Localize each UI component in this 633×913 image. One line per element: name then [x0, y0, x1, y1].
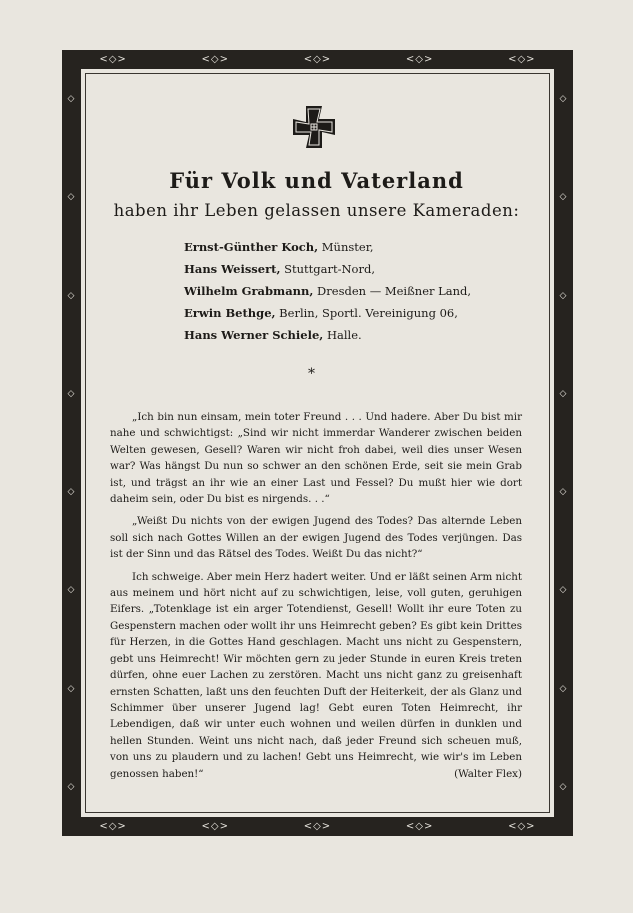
border-ornament: ◇: [559, 585, 568, 596]
border-ornament: ◇: [559, 487, 568, 498]
border-ornament: ◇: [67, 290, 76, 301]
border-ornament: <◇>: [201, 820, 229, 832]
border-left: [62, 50, 81, 836]
border-ornament: ◇: [67, 781, 76, 792]
paragraph-text: Ich schweige. Aber mein Herz hadert weiter. Und er läßt seinen Arm nicht aus meinem und hört nicht auf zu schwichtigen, leise, voll guten, geruhigen Eifers. „Totenklage ist ein arger Totendienst, Gesell! Wollt ihr eure Toten zu Gespenstern machen oder wollt ihr uns Heimrecht geben? Es gibt kein Drittes für Herzen, in die Gottes Hand geschlagen. Macht uns nicht zu Gespenstern, gebt uns Heimrecht! Wir möchten gern zu jeder Stunde in euren Kreis treten dürfen, ohne euer Lachen zu zerstören. Macht uns nicht ganz zu greisenhaft ernsten Schatten, laßt uns den feuchten Duft der Heiterkeit, der als Glanz und Schimmer über unserer Jugend lag! Gebt euren Toten Heimrecht, ihr Lebendigen, daß wir unter euch wohnen und weilen dürfen in dunklen und hellen Stunden. Weint uns nicht nach, daß jeder Freund sich scheuen muß, von uns zu plaudern und zu lachen! Gebt uns Heimrecht, wie wir's im Leben genossen haben!“: [110, 570, 522, 780]
border-ornament: <◇>: [508, 53, 536, 65]
person-name: Hans Werner Schiele,: [184, 328, 324, 342]
paragraph: [110, 569, 522, 782]
iron-cross-icon: [293, 106, 335, 148]
border-ornament: ◇: [67, 683, 76, 694]
border-ornament: <◇>: [303, 53, 332, 65]
border-ornament: ◇: [559, 388, 568, 399]
border-ornament: ◇: [559, 192, 568, 203]
border-ornament: <◇>: [405, 53, 434, 65]
person-place: Berlin, Sportl. Vereinigung 06,: [275, 306, 458, 320]
person-name: Ernst-Günther Koch,: [184, 240, 319, 254]
person-name: Wilhelm Grabmann,: [184, 284, 314, 298]
border-ornament: ◇: [67, 388, 76, 399]
border-ornament: ◇: [67, 94, 76, 105]
name-entry: [184, 280, 504, 302]
border-ornament: <◇>: [303, 820, 332, 832]
star-separator: *: [308, 366, 315, 382]
person-place: Halle.: [323, 328, 362, 342]
page-title: Für Volk und Vaterland: [169, 168, 464, 193]
border-ornament: <◇>: [405, 820, 434, 832]
person-name: Hans Weissert,: [184, 262, 281, 276]
page-subtitle: haben ihr Leben gelassen unsere Kameraden:: [113, 201, 520, 220]
border-top: [62, 50, 573, 69]
name-entry: [184, 324, 504, 346]
signature: (Walter Flex): [454, 767, 522, 780]
person-place: Dresden — Meißner Land,: [313, 284, 472, 298]
border-ornament: ◇: [67, 487, 76, 498]
person-place: Stuttgart-Nord,: [280, 262, 375, 276]
name-entry: [184, 302, 504, 324]
border-ornament: <◇>: [99, 53, 127, 65]
paragraph: „Weißt Du nichts von der ewigen Jugend des Todes? Das alternde Leben soll sich nach Gottes Willen an der ewigen Jugend des Todes verjüngen. Das ist der Sinn und das Rätsel des Todes. Weißt Du das nicht?“: [110, 515, 522, 561]
border-ornament: <◇>: [99, 820, 127, 832]
poem-body: [110, 409, 522, 782]
border-ornament: ◇: [559, 683, 568, 694]
border-ornament: ◇: [559, 781, 568, 792]
border-ornament: <◇>: [201, 53, 229, 65]
name-entry: [184, 258, 504, 280]
border-ornament: ◇: [67, 192, 76, 203]
paragraph: „Ich bin nun einsam, mein toter Freund . . . Und hadere. Aber Du bist mir nahe und schwichtigst: „Sind wir nicht immerdar Wanderer zwischen beiden Welten gewesen, Gesell? Waren wir nicht froh dabei, weil dies unser Wesen war? Was hängst Du nun so schwer an den schönen Erde, seit sie mein Grab ist, und trägst an ihr wie an einer Last und Fessel? Du mußt hier wie dort daheim sein, oder Du bist es nirgends. . .“: [110, 411, 522, 506]
border-ornament: <◇>: [508, 820, 536, 832]
name-entry: [184, 236, 504, 258]
name-list: [184, 236, 504, 346]
border-ornament: ◇: [559, 290, 568, 301]
border-ornament: ◇: [559, 94, 568, 105]
border-bottom: [62, 817, 573, 836]
person-place: Münster,: [318, 240, 374, 254]
border-right: [554, 50, 573, 836]
person-name: Erwin Bethge,: [184, 306, 276, 320]
border-ornament: ◇: [67, 585, 76, 596]
